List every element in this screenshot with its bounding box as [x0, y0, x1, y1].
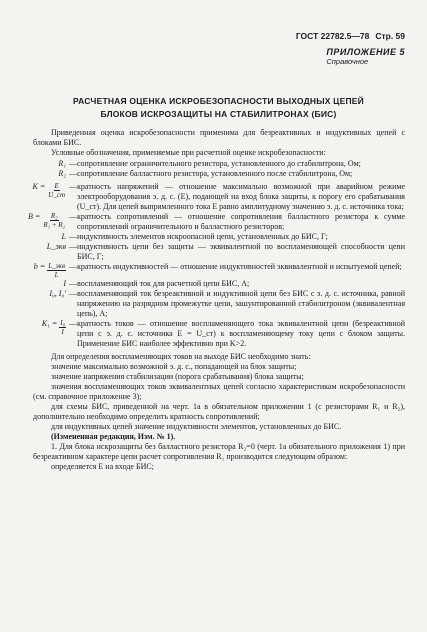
- list-item: для схемы БИС, приведенной на черт. 1а в обязательном приложении 1 (с резисторами R₁ и R₂), дополнительно необходимо определить кратность сопротивлений;: [33, 402, 405, 421]
- paragraph-1b: определяется E на входе БИС;: [51, 462, 154, 471]
- definition-lekv: L_экв — индуктивность цепи без защиты — эквивалентной по воспламеняющей способности цепи БИС, Г;: [33, 242, 405, 262]
- definition-b-ratio: b = $\frac{\text{L\_экв}}{L}$ — кратность индуктивностей — отношение индуктивностей эквивалентной и испытуемой цепей;: [33, 262, 405, 279]
- definition-r1: R₁ — сопротивление ограничительного резистора, установленного до стабилитрона, Ом;: [33, 159, 405, 169]
- definitions-list: [28, 159, 405, 349]
- definition-text: воспламеняющий ток для расчетной цепи БИС, А;: [77, 279, 250, 288]
- formula-lhs: b =: [33, 262, 46, 271]
- title-line-2: БЛОКОВ ИСКРОЗАЩИТЫ НА СТАБИЛИТРОНАХ (БИС): [100, 109, 337, 119]
- definition-symbol: I₀, I₀′: [49, 289, 66, 298]
- document-body: [28, 128, 405, 472]
- definition-text: кратность токов — отношение воспламеняющего тока эквивалентной цепи (безреактивной цепи с э. д. с. источника E = U_ст) к воспламеняющему току цепи с блоком защиты. Применение БИС наиболее эффективно при K>2.: [77, 319, 405, 348]
- definition-text: сопротивление балластного резистора, установленного после стабилитрона, Ом;: [77, 169, 353, 178]
- formula-fraction: $\frac{\text{R₂}}{\text{R₁ + R₂}}$: [43, 212, 65, 229]
- list-item: значения воспламеняющих токов эквивалентных цепей согласно характеристикам искробезопасности (см. справочное приложение 3);: [33, 382, 405, 401]
- intro-paragraph: Приведенная оценка искробезопасности применима для безреактивных и индуктивных цепей с блоками БИС.: [33, 128, 405, 147]
- list-item: значение максимально возможной э. д. с., попадающей на блок защиты;: [51, 362, 297, 371]
- appendix-title: ПРИЛОЖЕНИЕ 5: [326, 47, 405, 57]
- list-item: значение напряжения стабилизации (порога срабатывания) блока защиты;: [51, 372, 304, 381]
- definition-symbol: R₂: [58, 169, 66, 178]
- determination-intro: Для определения воспламеняющих токов на выходе БИС необходимо знать:: [51, 352, 311, 361]
- appendix-label: [326, 47, 405, 67]
- formula-lhs: K₁ =: [41, 319, 58, 328]
- list-item: для индуктивных цепей значение индуктивности элементов, установленных до БИС.: [51, 422, 342, 431]
- definition-text: индуктивность цепи без защиты — эквивалентной по воспламеняющей способности цепи БИС, Г;: [77, 242, 405, 261]
- definition-text: воспламеняющий ток безреактивной и индуктивной цепи без БИС с э. д. с. источника, равной напряжению на разрядном промежутке цепи, зашунтированной стабилитроном (эквивалентная цепь), А;: [77, 289, 405, 318]
- definition-b: B = $\frac{\text{R₂}}{\text{R₁ + R₂}}$ — кратность сопротивлений — отношение сопротивления балластного резистора к сумме сопротивлений ограничительного и балластного резисторов;: [28, 212, 405, 231]
- definition-symbol: L: [61, 232, 66, 241]
- document-title: [40, 95, 397, 121]
- page-number: Стр. 59: [375, 31, 405, 41]
- definition-text: индуктивность элементов искроопасной цепи, установленных до БИС, Г;: [77, 232, 328, 241]
- conventions-intro: Условные обозначения, применяемые при расчетной оценке искробезопасности:: [51, 148, 326, 157]
- definition-k: K = $\frac{E}{U\_ст}$ — кратность напряжений — отношение максимально возможной при аварийном режиме электрооборудования э. д. с. (E), подающей на вход блока защиты, к порогу его срабатывания (U_ст). Для цепей выпрямленного тока E равно амплитудному значению э. д. с. источника тока;: [32, 182, 405, 211]
- definition-symbol: I: [63, 279, 66, 288]
- definition-text: кратность напряжений — отношение максимально возможной при аварийном режиме электрооборудования э. д. с. (E), подающей на вход блока защиты, к порогу его срабатывания (U_ст). Для цепей выпрямленного тока E равно амплитудному значению э. д. с. источника тока;: [77, 182, 405, 211]
- formula-fraction: $\frac{\text{L\_экв}}{L}$: [48, 262, 65, 279]
- definition-symbol: R₁: [58, 159, 66, 168]
- definition-k1: K₁ = $\frac{\text{I₀}}{I}$ — кратность токов — отношение воспламеняющего тока эквивалентной цепи (безреактивной цепи с э. д. с. источника E = U_ст) к воспламеняющему току цепи с блоком защиты. Применение БИС наиболее эффективно при K>2.: [41, 319, 405, 348]
- formula-fraction: $\frac{E}{U\_ст}$: [48, 182, 65, 199]
- definition-symbol: L_экв: [46, 242, 66, 251]
- definition-r2: R₂ — сопротивление балластного резистора, установленного после стабилитрона, Ом;: [33, 169, 405, 179]
- definition-l: L — индуктивность элементов искроопасной цепи, установленных до БИС, Г;: [33, 232, 405, 242]
- page-header: [296, 31, 405, 41]
- amendment-note: (Измененная редакция, Изм. № 1).: [51, 432, 176, 441]
- definition-text: кратность индуктивностей — отношение индуктивностей эквивалентной и испытуемой цепей;: [77, 262, 402, 271]
- appendix-subtitle: Справочное: [326, 57, 369, 66]
- standard-number: ГОСТ 22782.5—78: [295, 31, 370, 41]
- definition-i: I — воспламеняющий ток для расчетной цепи БИС, А;: [33, 279, 405, 289]
- definition-text: кратность сопротивлений — отношение сопротивления балластного резистора к сумме сопротивлений ограничительного и балластного резисторов;: [77, 212, 405, 231]
- formula-fraction: $\frac{\text{I₀}}{I}$: [60, 319, 65, 336]
- formula-lhs: B =: [28, 212, 41, 221]
- formula-lhs: K =: [32, 182, 46, 191]
- definition-i0: I₀, I₀′ — воспламеняющий ток безреактивной и индуктивной цепи без БИС с э. д. с. источника, равной напряжению на разрядном промежутке цепи, зашунтированной стабилитроном (эквивалентная цепь), А;: [33, 289, 405, 319]
- definition-text: сопротивление ограничительного резистора, установленного до стабилитрона, Ом;: [77, 159, 361, 168]
- paragraph-1: 1. Для блока искрозащиты без балластного резистора R₂=0 (черт. 1а обязательного приложения 1) при безреактивном характере цепи расчет сопротивления R₁ производится следующим образом:: [33, 442, 405, 461]
- title-line-1: РАСЧЕТНАЯ ОЦЕНКА ИСКРОБЕЗОПАСНОСТИ ВЫХОДНЫХ ЦЕПЕЙ: [73, 96, 364, 106]
